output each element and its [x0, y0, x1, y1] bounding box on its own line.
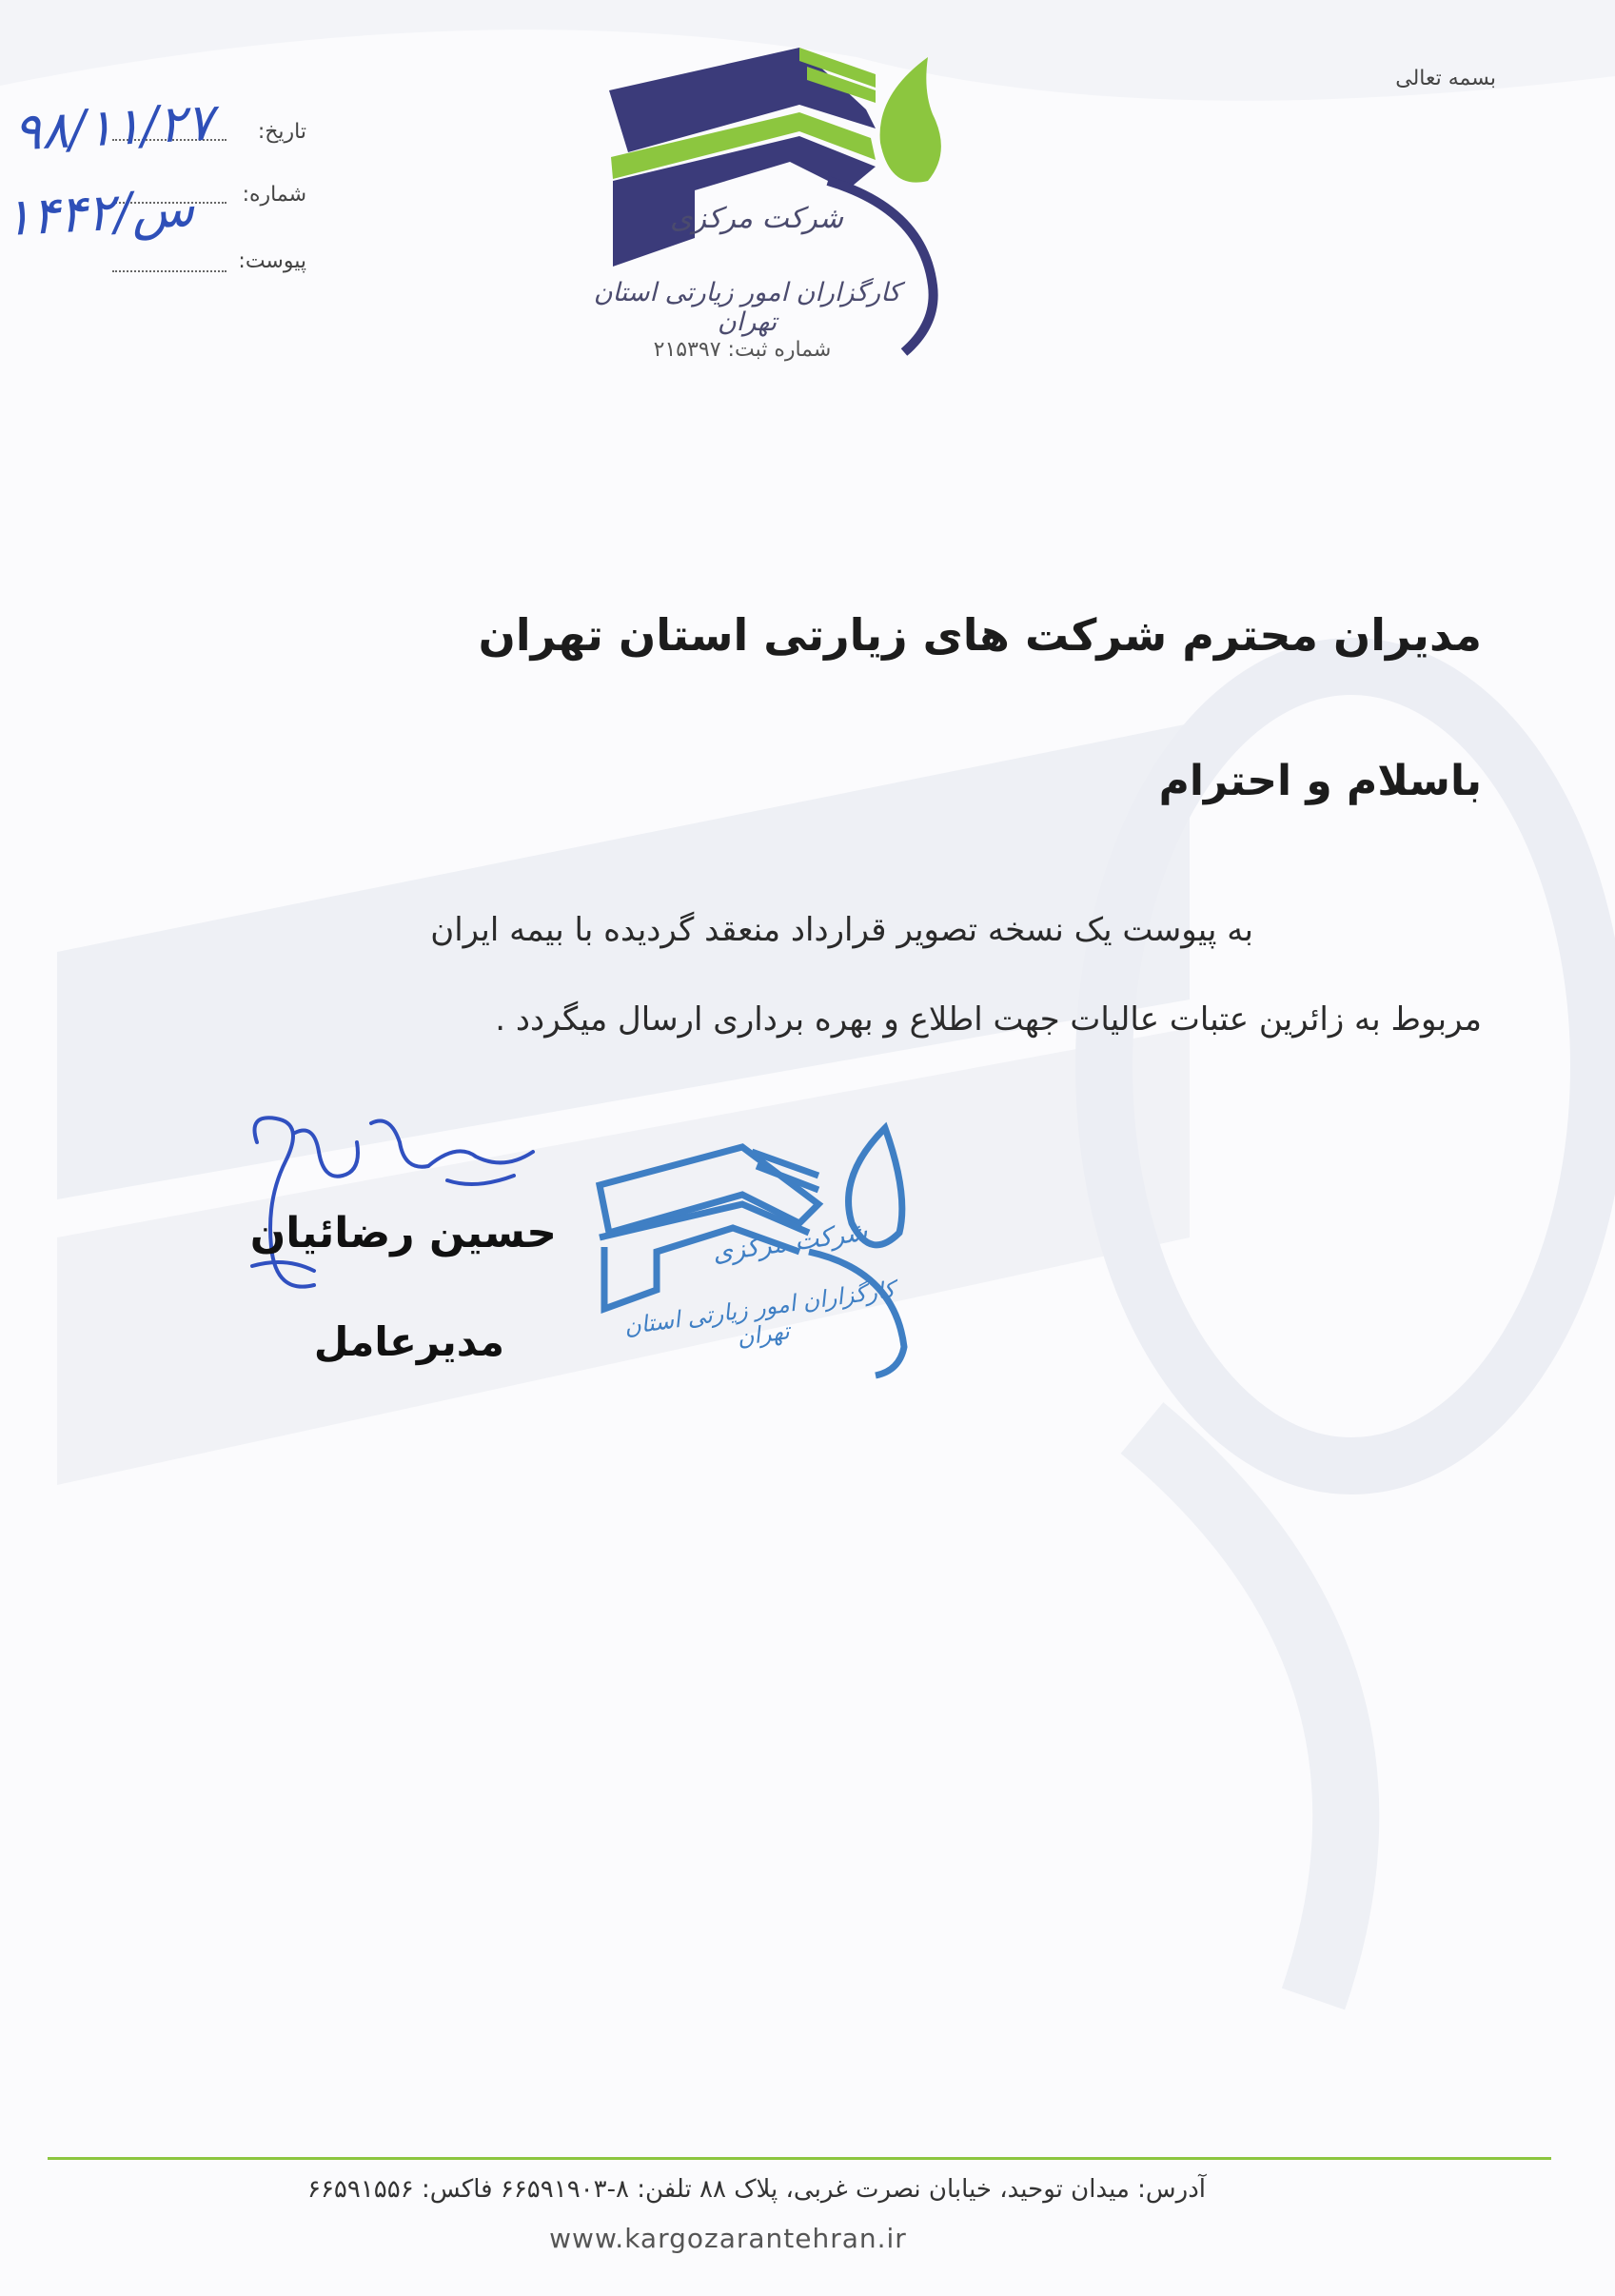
handwritten-date: ۹۸/۱۱/۲۷ [11, 91, 215, 163]
signatory-title: مدیرعامل [313, 1318, 504, 1365]
invocation-text: بسمه تعالی [1395, 67, 1496, 90]
signatory-name: حسین رضائیان [249, 1209, 557, 1257]
footer-divider [48, 2157, 1551, 2160]
letter-body [254, 885, 1482, 1064]
stamp-text-line1: شرکت مرکزی [710, 1217, 870, 1269]
attachment-label: پیوست: [238, 249, 306, 273]
letter-metadata [0, 91, 324, 295]
logo-company-name-line1: شرکت مرکزی [670, 202, 843, 235]
number-label: شماره: [242, 183, 306, 207]
logo-company-name-line2: کارگزاران امور زیارتی استان تهران [593, 278, 901, 337]
date-label: تاریخ: [257, 120, 306, 144]
greeting: باسلام و احترام [1158, 757, 1482, 805]
stamp-text-line2: کارگزاران امور زیارتی استان تهران [622, 1276, 896, 1352]
attachment-dotted-line [112, 270, 226, 272]
registration-number: شماره ثبت: ۲۱۵۳۹۷ [653, 338, 832, 362]
handwritten-number: ۱۴۴۲/س [2, 177, 196, 248]
addressee-heading: مدیران محترم شرکت های زیارتی استان تهران [478, 609, 1482, 661]
body-line-1: به پیوست یک نسخه تصویر قرارداد منعقد گردیده با بیمه ایران [430, 911, 1253, 949]
body-line-2: مربوط به زائرین عتبات عالیات جهت اطلاع و بهره برداری ارسال میگردد . [495, 1000, 1482, 1039]
footer-website: www.kargozarantehran.ir [549, 2223, 907, 2254]
footer-address: آدرس: میدان توحید، خیابان نصرت غربی، پلاک ۸۸ تلفن: ۸-۶۶۵۹۱۹۰۳ فاکس: ۶۶۵۹۱۵۵۶ [306, 2175, 1206, 2204]
